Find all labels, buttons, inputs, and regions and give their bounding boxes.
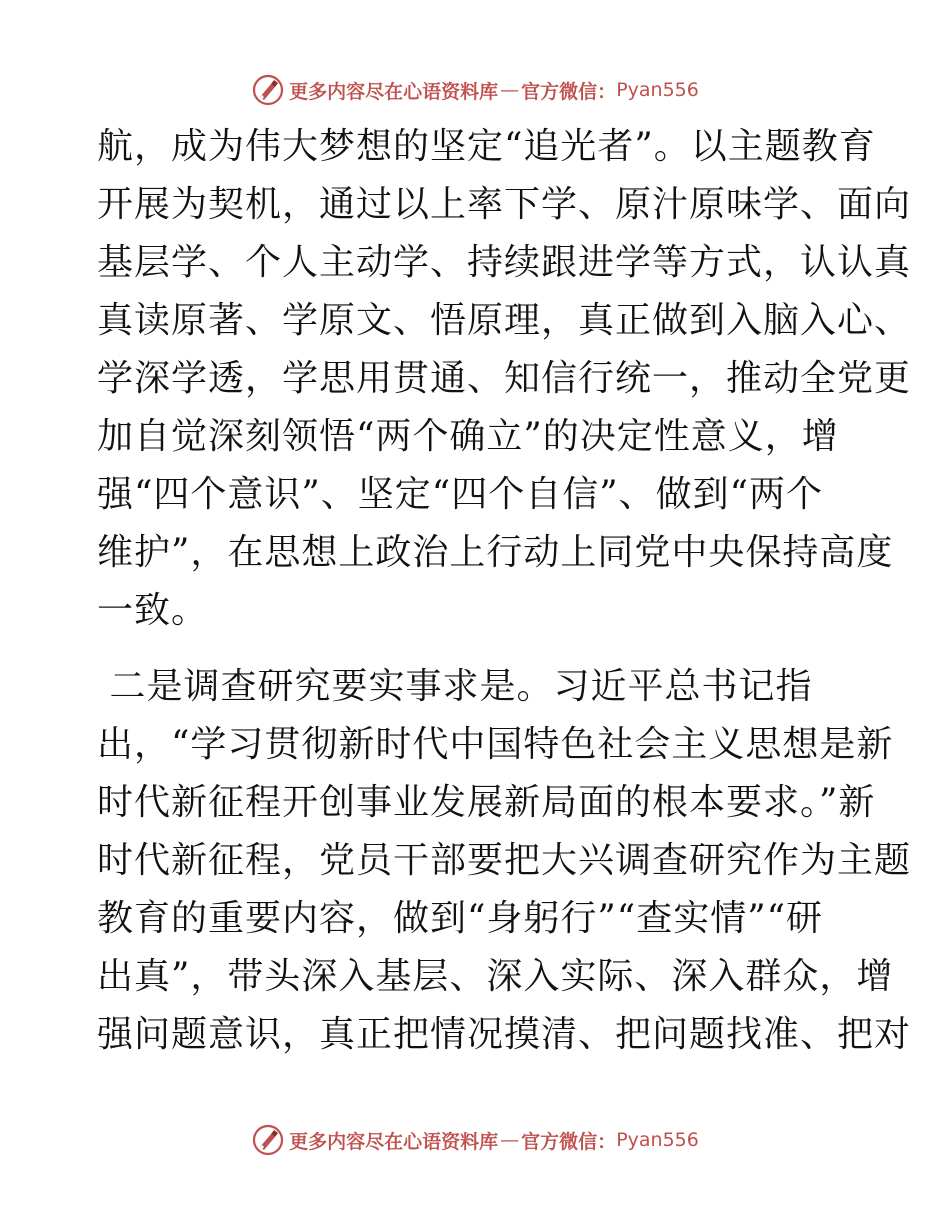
banner-dash: — bbox=[500, 1129, 520, 1151]
text-line: 时代新征程，党员干部要把大兴调查研究作为主题 bbox=[97, 840, 912, 881]
text-line: 一致。 bbox=[97, 590, 209, 631]
banner-official-label: 官方微信： bbox=[521, 80, 617, 103]
banner-dash: — bbox=[500, 79, 520, 101]
text-line: 基层学、个人主动学、持续跟进学等方式，认认真 bbox=[97, 242, 912, 283]
paragraph-2 bbox=[97, 658, 912, 1064]
footer-banner bbox=[0, 1120, 950, 1160]
text-line: 二是调查研究要实事求是。习近平总书记指 bbox=[97, 666, 813, 707]
banner-wechat-id: Pyan556 bbox=[616, 1129, 699, 1151]
banner-slogan: 更多内容尽在心语资料库 bbox=[289, 80, 499, 103]
text-line: 教育的重要内容，做到“身躬行”“查实情”“研 bbox=[97, 898, 824, 939]
banner-wechat-id: Pyan556 bbox=[616, 79, 699, 101]
text-line: 强问题意识，真正把情况摸清、把问题找准、把对 bbox=[97, 1014, 912, 1055]
text-line: 加自觉深刻领悟“两个确立”的决定性意义，增 bbox=[97, 416, 839, 457]
text-line: 真读原著、学原文、悟原理，真正做到入脑入心、 bbox=[97, 300, 912, 341]
pen-nib-logo-icon bbox=[251, 73, 285, 107]
text-line: 强“四个意识”、坚定“四个自信”、做到“两个 bbox=[97, 474, 824, 515]
text-line: 出，“学习贯彻新时代中国特色社会主义思想是新 bbox=[97, 724, 894, 765]
text-line: 时代新征程开创事业发展新局面的根本要求。”新 bbox=[97, 782, 876, 823]
text-line: 航，成为伟大梦想的坚定“追光者”。以主题教育 bbox=[97, 126, 876, 167]
text-line: 维护”，在思想上政治上行动上同党中央保持高度 bbox=[97, 532, 894, 573]
pen-nib-logo-icon bbox=[251, 1123, 285, 1157]
banner-slogan: 更多内容尽在心语资料库 bbox=[289, 1130, 499, 1153]
banner-official-label: 官方微信： bbox=[521, 1130, 617, 1153]
text-line: 学深学透，学思用贯通、知信行统一，推动全党更 bbox=[97, 358, 912, 399]
paragraph-gap bbox=[97, 640, 857, 658]
text-line: 出真”，带头深入基层、深入实际、深入群众，增 bbox=[97, 956, 894, 997]
paragraph-1 bbox=[97, 118, 912, 640]
text-line: 开展为契机，通过以上率下学、原汁原味学、面向 bbox=[97, 184, 912, 225]
document-body bbox=[97, 118, 912, 1064]
header-banner bbox=[0, 70, 950, 110]
